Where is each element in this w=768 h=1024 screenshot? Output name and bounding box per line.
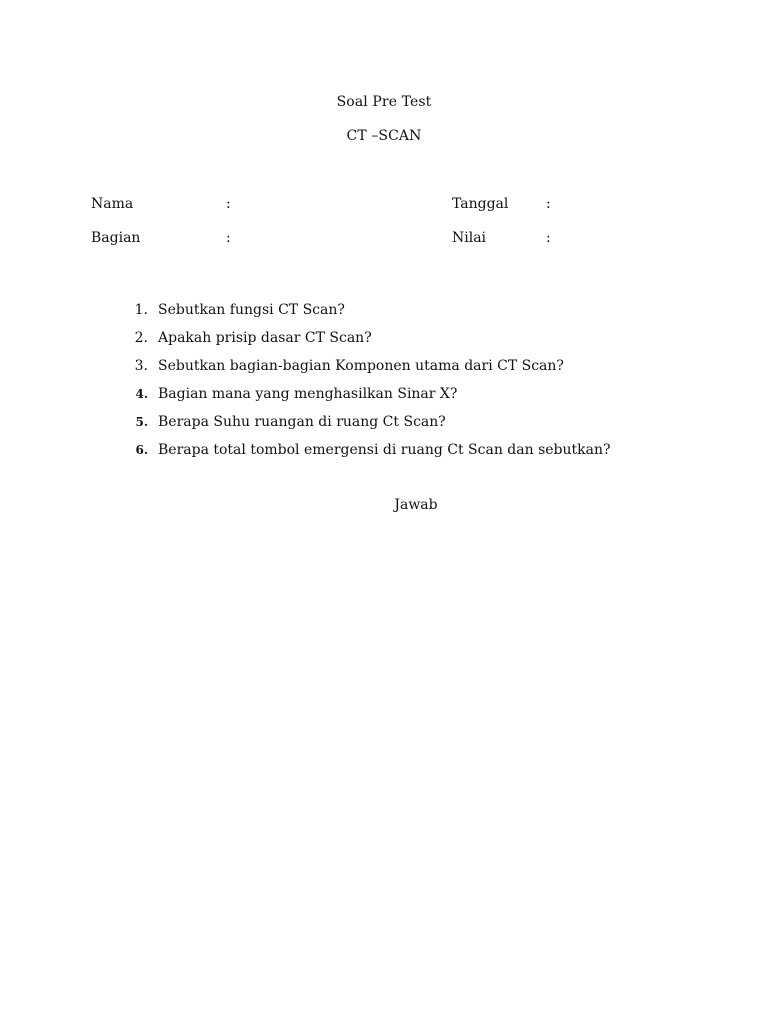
- document-subtitle: CT –SCAN: [346, 128, 422, 144]
- question-item: [0, 442, 768, 470]
- question-text: Sebutkan bagian-bagian Komponen utama dari CT Scan?: [158, 358, 564, 374]
- question-text: Apakah prisip dasar CT Scan?: [158, 330, 372, 346]
- question-item: [0, 330, 768, 358]
- nilai-label: Nilai: [452, 230, 487, 246]
- question-item: [0, 386, 768, 414]
- question-list: [0, 302, 768, 470]
- question-number: 5.: [135, 415, 148, 429]
- nama-colon: :: [226, 196, 231, 212]
- document-title: Soal Pre Test: [336, 94, 432, 110]
- question-text: Bagian mana yang menghasilkan Sinar X?: [158, 386, 458, 402]
- question-number: 2.: [134, 330, 148, 346]
- question-number: 3.: [134, 358, 148, 374]
- tanggal-colon: :: [546, 196, 551, 212]
- question-text: Sebutkan fungsi CT Scan?: [158, 302, 345, 318]
- question-number: 4.: [135, 387, 148, 401]
- question-number: 6.: [135, 443, 148, 457]
- question-item: [0, 358, 768, 386]
- question-number: 1.: [134, 302, 148, 318]
- nama-label: Nama: [91, 196, 134, 212]
- bagian-colon: :: [226, 230, 231, 246]
- tanggal-label: Tanggal: [452, 196, 509, 212]
- nilai-colon: :: [546, 230, 551, 246]
- question-item: [0, 302, 768, 330]
- answer-label: Jawab: [394, 497, 438, 513]
- bagian-label: Bagian: [91, 230, 141, 246]
- question-text: Berapa Suhu ruangan di ruang Ct Scan?: [158, 414, 446, 430]
- question-text: Berapa total tombol emergensi di ruang Ct Scan dan sebutkan?: [158, 442, 611, 458]
- question-item: [0, 414, 768, 442]
